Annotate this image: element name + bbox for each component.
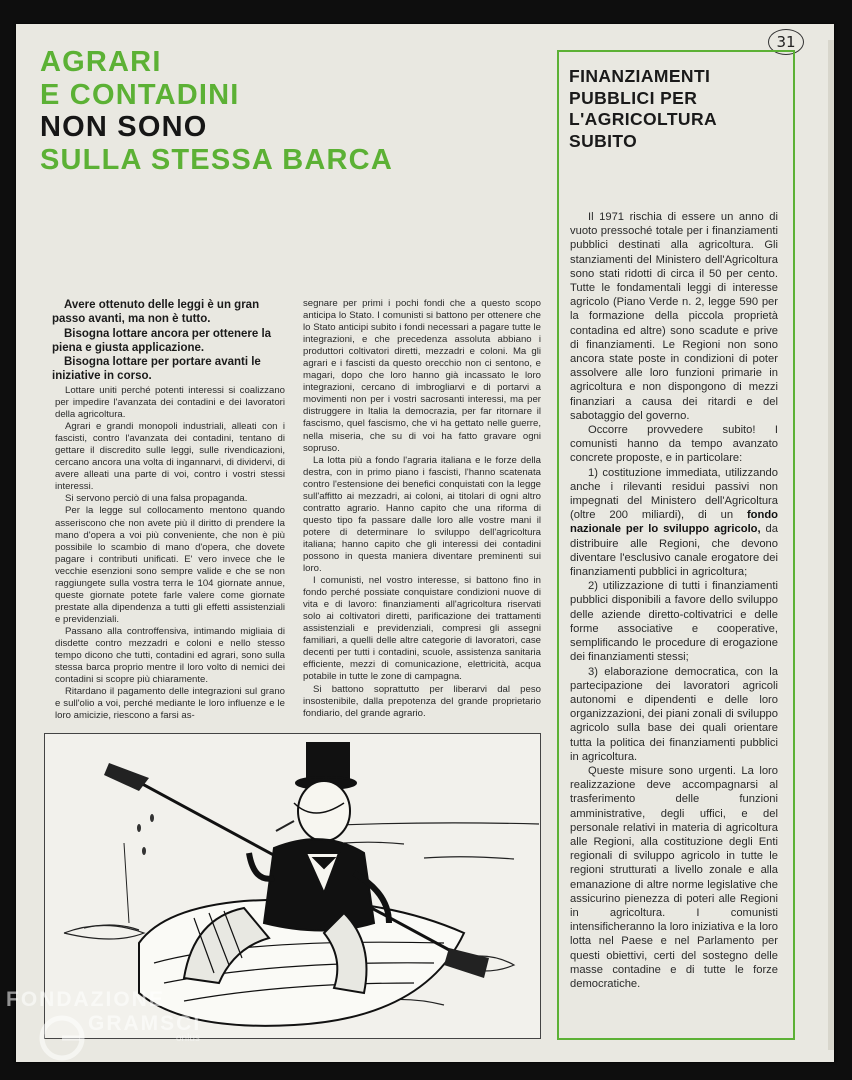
article-paragraph: Si battono soprattutto per liberarvi dal peso insostenibile, dalla prepotenza del grande proprietario fondiario, del grande agrario.	[303, 683, 541, 719]
article-paragraph: La lotta più a fondo l'agraria italiana e le forze della destra, con in primo piano i fascisti, l'hanno scatenata contro l'estensione dei benefici conquistati con la legge sull'affitto ai mezzadri, ai coloni, ai titolari di ogni altro contratto agrario. Hanno capito che una riforma di questo tipo fa passare dalle loro alle vostre mani il potere di determinare lo sviluppo dell'agricoltura italiana; hanno capito che gli interessi dei contadini possono in questa maniera diventare preminenti sui loro.	[303, 454, 541, 575]
article-paragraph: Lottare uniti perché potenti interessi si coalizzano per impedire l'avanzata dei contadini e dei lavoratori della agricoltura.	[55, 385, 285, 421]
article-paragraph: Ritardano il pagamento delle integrazioni sul grano e sull'olio a voi, perché mediante le loro influenze e le loro amicizie, riescono a farsi as-	[55, 686, 285, 722]
headline	[40, 46, 393, 176]
headline-line-3: NON SONO	[40, 111, 208, 143]
article-column-1	[55, 385, 285, 722]
proposal-emphasis: fondo nazionale per lo sviluppo agricolo,	[570, 509, 778, 536]
sidebar-paragraph: 3) elaborazione democratica, con la partecipazione dei lavoratori agricoli autonomi e dipendenti e delle loro organizzazioni, dei piani zonali di sviluppo agricolo sulla base dei quali orientare tutta la politica dei finanziamenti pubblici in agricoltura.	[570, 665, 778, 763]
sidebar-paragraph: Queste misure sono urgenti. La loro realizzazione deve accompagnarsi al trasferimento delle funzioni amministrative, degli uffici, e del personale relativi in materia di agricoltura alle Regioni, alla costituzione degli Enti regionali di sviluppo agricolo in tutte le regioni strutturati a livello zonale e alla emanazione di altre norme legislative che assicurino pienezza di poteri alle Regioni in agricoltura. I comunisti intensificheranno la loro iniziativa e la loro lotta nel Paese e nel Parlamento per questi obiettivi, certi del sostegno delle masse contadine e di tutte le forze democratiche.	[570, 764, 778, 990]
sidebar-title-line-1: FINANZIAMENTI	[569, 66, 711, 86]
archive-number-stamp: 31	[768, 29, 804, 55]
watermark-gramsci: GRAMSCI	[88, 1012, 202, 1035]
sidebar-box-text	[570, 210, 778, 991]
article-paragraph: Per la legge sul collocamento mentono quando asseriscono che non avete più il diritto di prendere la mano d'opera a voi più conveniente, che non è più possibile lo scambio di mano d'opera, che dovete pagare i contributi unificati. E' vero invece che le vecchie esenzioni sono sempre valide e che se non raggiungete sulla vostra terra le 104 giornate annue, queste giornate potete farle valere come giornate prestate alla dipendenza a tutti gli effetti assistenziali e previdenziali.	[55, 505, 285, 625]
headline-line-1: AGRARI	[40, 46, 162, 78]
proposal-text: da distribuire alle Regioni, che devono diventare l'esclusivo canale erogatore dei finanziamenti pubblici in agricoltura;	[570, 523, 778, 579]
article-column-2	[303, 298, 541, 720]
sidebar-title-line-2: PUBBLICI PER	[569, 87, 698, 108]
sidebar-title-line-4: SUBITO	[569, 130, 638, 151]
article-paragraph: I comunisti, nel vostro interesse, si battono fino in fondo perché possiate conquistare condizioni nuove di vita e di lavoro: finanziamenti all'agricoltura riservati solo ai coltivatori diretti, parificazione dei trattamenti assistenziali e previdenziali, compresi gli assegni familiari, a quelli delle altre categorie di lavoratori, case decenti per tutti i contadini, scuole, assistenza sanitaria efficiente, mezzi di comunicazione, elettricità, acqua potabile in tutte le zone di campagna.	[303, 575, 541, 683]
sidebar-paragraph-proposal-1	[570, 466, 778, 580]
proposal-text: 1) costituzione immediata, utilizzando anche i rilevanti residui passivi non impegnati del Ministero dell'Agricoltura (oltre 200 miliardi), di un	[570, 466, 778, 522]
intro-paragraph: Bisogna lottare ancora per ottenere la piena e giusta applicazione.	[52, 327, 272, 354]
page-edge	[828, 40, 834, 1050]
sidebar-paragraph: 2) utilizzazione di tutti i finanziamenti pubblici disponibili a favore dello sviluppo delle aziende diretto-coltivatrici e delle forme associative e cooperative, semplificando le procedure di erogazione dei finanziamenti stessi;	[570, 580, 778, 664]
article-paragraph: Agrari e grandi monopoli industriali, alleati con i fascisti, contro l'avanzata dei contadini, tentano di gettare il discredito sulle leggi, sulle rivendicazioni, cercano ancora una volta di ingannarvi, di dividervi, di avere alleati una parte di voi, contro i vostri stessi interessi.	[55, 421, 285, 493]
sidebar-title-line-3: L'AGRICOLTURA	[569, 109, 718, 129]
headline-line-2: E CONTADINI	[40, 78, 240, 111]
sidebar-box-title	[569, 66, 717, 152]
fondazione-gramsci-logo-icon	[38, 1014, 86, 1062]
watermark-onlus: onlus	[176, 1033, 200, 1044]
intro-lead	[52, 298, 284, 384]
sidebar-paragraph: Occorre provvedere subito! I comunisti hanno da tempo avanzato concrete proposte, e in particolare:	[570, 424, 778, 465]
watermark-fondazione: FONDAZIONE	[6, 988, 165, 1011]
article-paragraph: Si servono perciò di una falsa propaganda.	[65, 493, 248, 505]
sidebar-paragraph: Il 1971 rischia di essere un anno di vuoto pressoché totale per i finanziamenti pubblici destinati alla agricoltura. Gli stanziamenti del Ministero dell'Agricoltura sono stati ridotti di circa il 50 per cento. Tutte le fondamentali leggi di interesse agricolo (Piano Verde n. 2, legge 590 per la formazione della piccola proprietà contadina ed altre) sono scadute e prive di finanziamenti. Le Regioni non sono ancora state poste in condizioni di poter assolvere alle loro funzioni primarie in agricoltura e non dispongono di mezzi finanziari a causa dei ritardi e del sabotaggio del governo.	[570, 211, 778, 422]
intro-paragraph: Bisogna lottare per portare avanti le iniziative in corso.	[52, 356, 261, 383]
intro-paragraph: Avere ottenuto delle leggi è un gran passo avanti, ma non è tutto.	[52, 299, 260, 326]
article-paragraph: segnare per primi i pochi fondi che a questo scopo anticipa lo Stato. I comunisti si battono per ottenere che lo Stato anticipi subito i fondi necessari a pagare tutte le integrazioni, e che precedenza assoluta abbiano i produttori coltivatori diretti, mezzadri e coloni. Ma gli agrari e i fascisti da questo orecchio non ci sentono, e magari, dopo che loro hanno già incassato le loro integrazioni, cercano di imbrogliarvi e di portarvi a movimenti non per i vostri sacrosanti interessi, ma per distruggere in Italia la democrazia, per far ritornare il fascismo, quel fascismo, che vi ha gettato nelle guerre, nella miseria, che su di voi ha fatto gravare ogni sopruso.	[303, 298, 541, 454]
headline-line-4: SULLA STESSA BARCA	[40, 143, 393, 176]
article-paragraph: Passano alla controffensiva, intimando migliaia di disdette contro mezzadri e coloni e nello stesso tempo dicono che tutti, contadini ed agrari, sono sulla stessa barca proprio mentre il loro volto di nemici dei contadini si scopre più chiaramente.	[55, 625, 285, 686]
